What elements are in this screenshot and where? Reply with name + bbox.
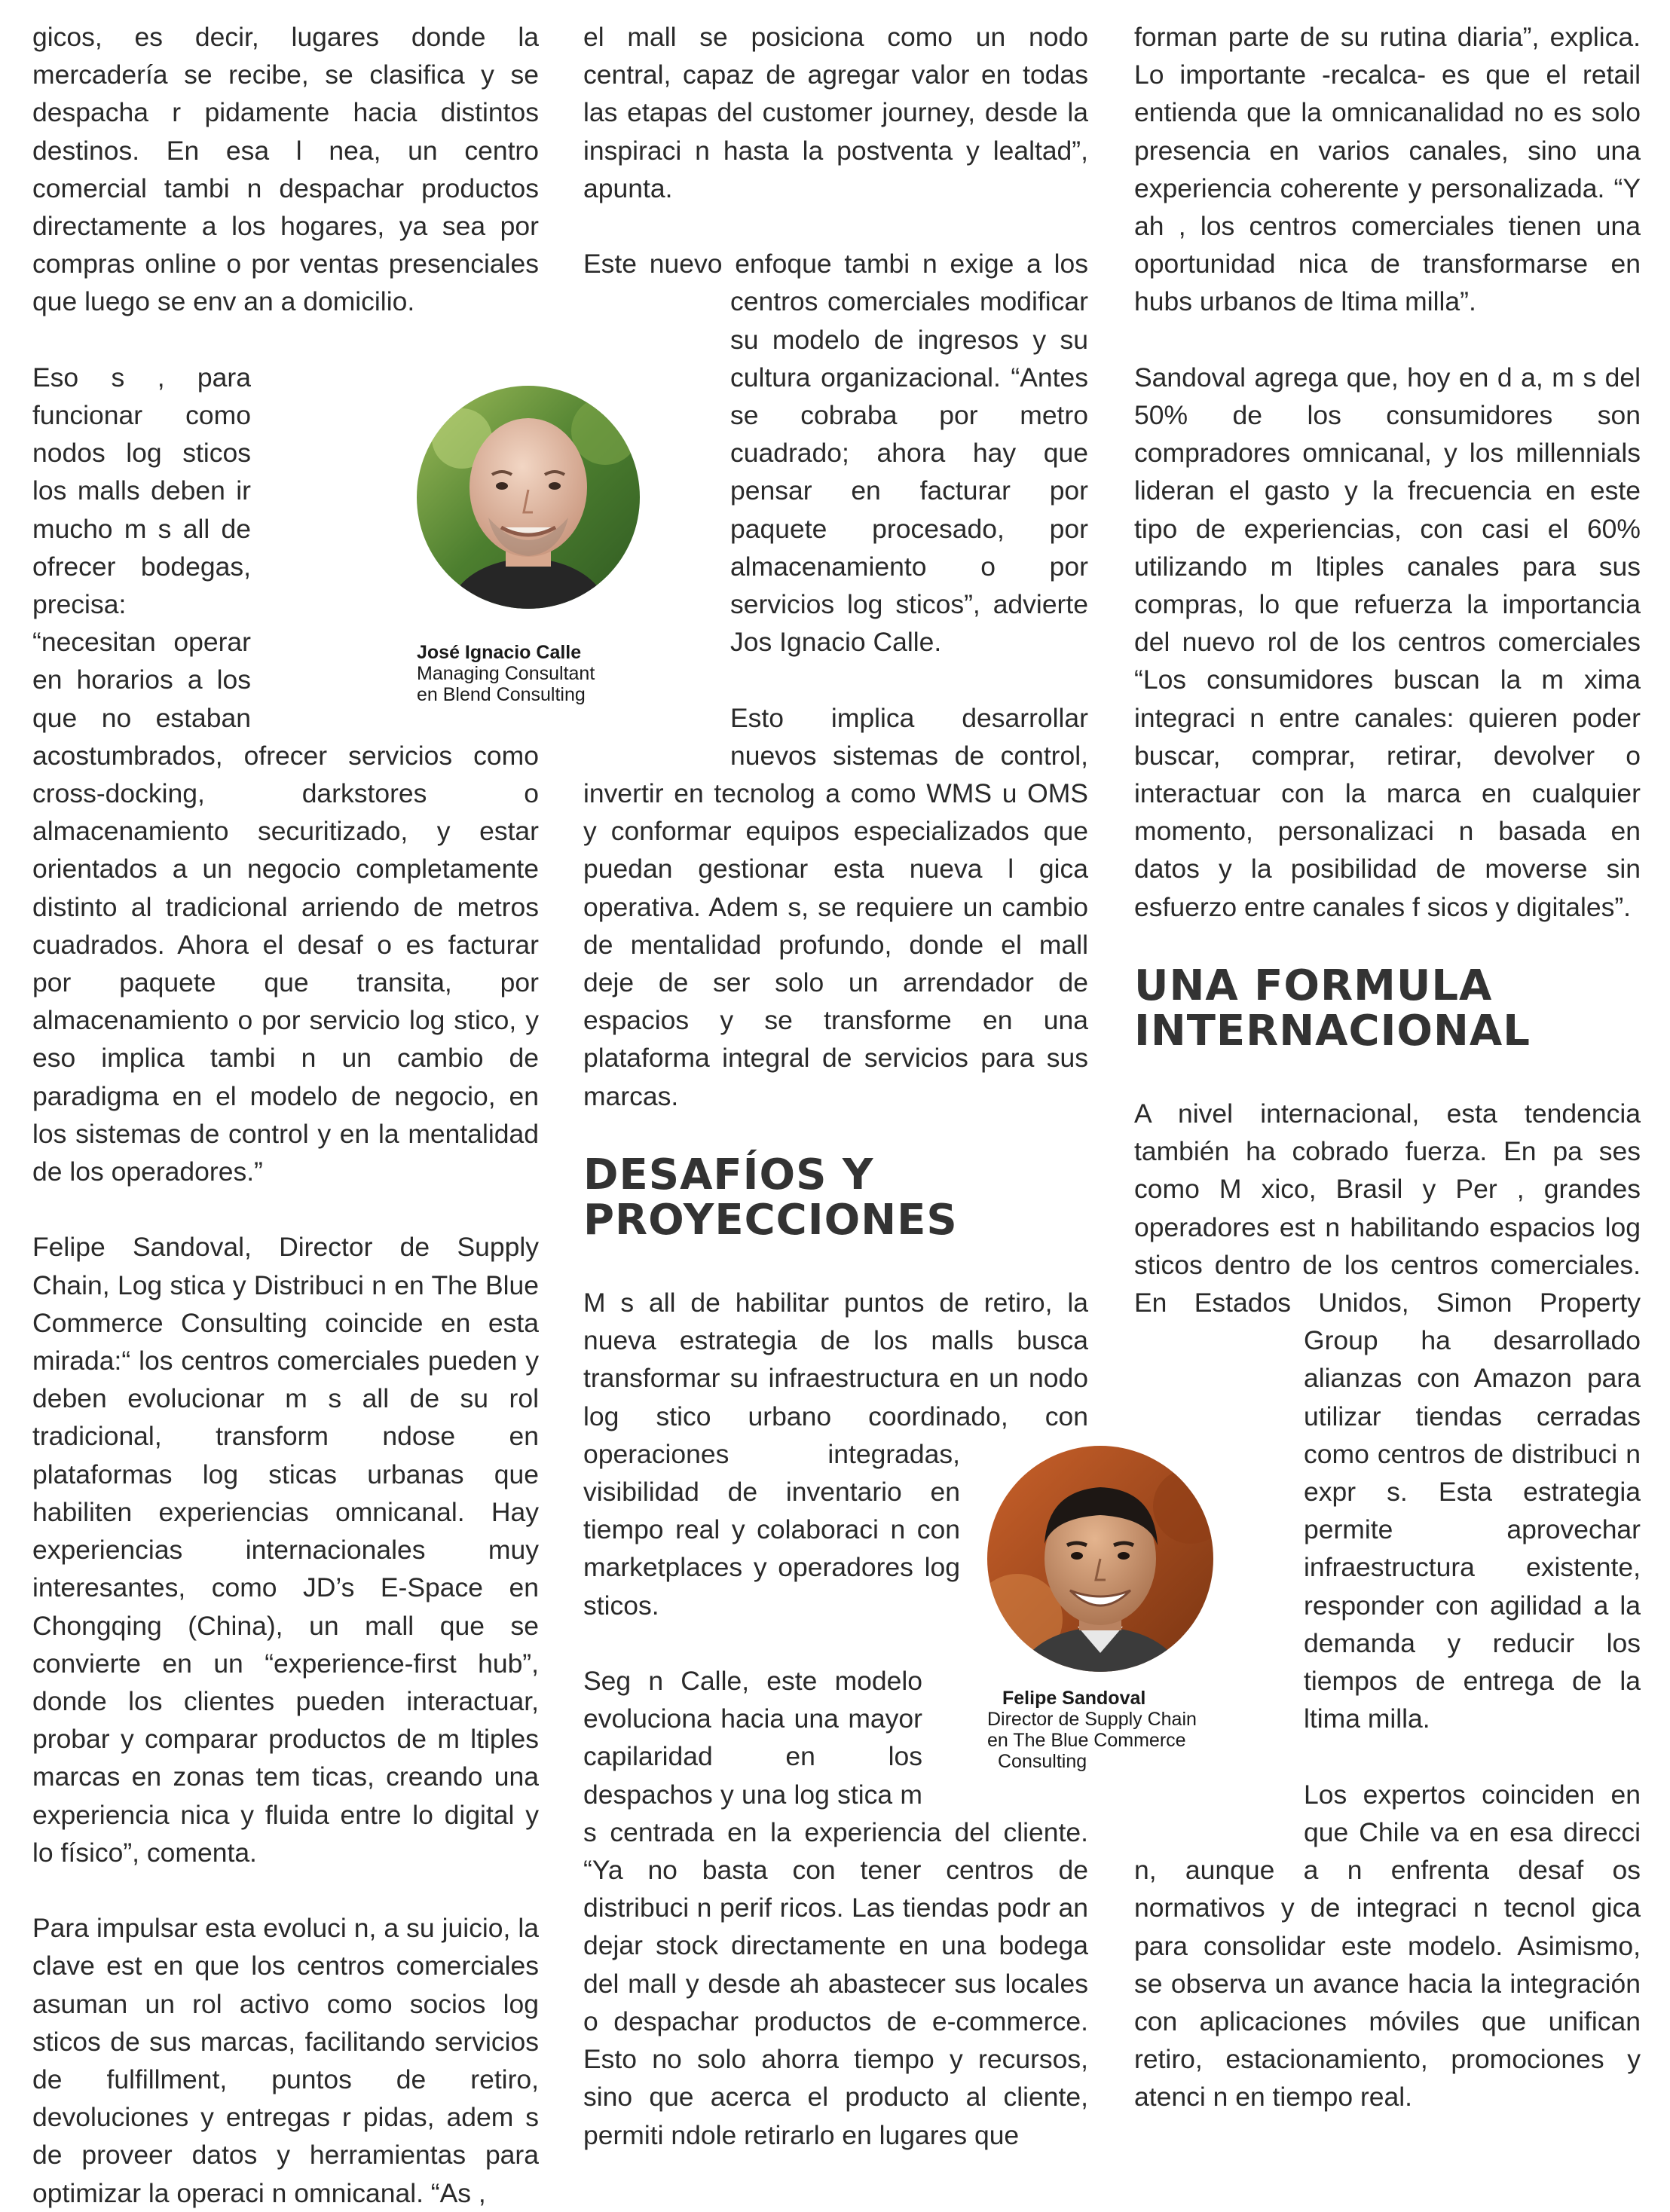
caption-role: Managing Consultant [417, 663, 595, 684]
caption-name: Felipe Sandoval [1002, 1688, 1146, 1709]
paragraph: forman parte de su rutina diaria”, explica. Lo importante -recalca- es que el retail entienda que la omnicanalidad no es solo presencia en varios canales, sino una experiencia coherente y personalizada. “Y ah , los centros comerciales tienen una oportunidad nica de transformarse en hubs urbanos de ltima milla”. [1134, 22, 1641, 317]
section-heading-desafios: DESAFÍOS Y PROYECCIONES [583, 1150, 958, 1245]
article-column-1 [32, 18, 539, 2212]
paragraph: Sandoval agrega que, hoy en d a, m s del 50% de los consumidores son compradores omnicanal, y los millennials lideran el gasto y la frecuencia en este tipo de experiencias, con casi el 60% utilizando m ltiples canales para sus compras, lo que refuerza la importancia del nuevo rol de los centros comerciales “Los consumidores buscan la m xima integraci n entre canales: quieren poder buscar, comprar, retirar, devolver o interactuar con la marca en cualquier momento, personalizaci n basada en datos y la posibilidad de moverse sin esfuerzo entre canales f sicos y digitales”. [1134, 362, 1641, 922]
paragraph: Este nuevo enfoque tambi n exige a los centros comerciales modificar su modelo de ingresos y su cultura organizacional. “Antes se cobraba por metro cuadrado; ahora hay que pensar en facturar por paquete procesado, por almacenamiento o por servicios log sticos”, advierte Jos Ignacio Calle. [583, 249, 1088, 658]
caption-name: José Ignacio Calle [417, 642, 582, 663]
paragraph: A nivel internacional, esta tendencia también ha cobrado fuerza. En pa ses como M xico, Brasil y Per , grandes operadores est n habilitando espacios log sticos dentro de los centros comerciales. En Estados Unidos, Simon Property Group ha desarrollado alianzas con Amazon para utilizar tiendas cerradas como centros de distribuci n expr s. Esta estrategia permite aprovechar infraestructura existente, responder con agilidad a la demanda y reducir los tiempos de entrega de la ltima milla. [1134, 1098, 1641, 1734]
paragraph: Felipe Sandoval, Director de Supply Chain, Log stica y Distribuci n en The Blue Commerce Consulting coincide en esta mirada:“ los centros comerciales pueden y deben evolucionar m s all de su rol tradicional, transform ndose en plataformas log sticas urbanas que habiliten experiencias omnicanal. Hay experiencias internacionales muy interesantes, como JD’s E-Space en Chongqing (China), un mall que se convierte en un “experience-first hub”, donde los clientes pueden interactuar, probar y comparar productos de m ltiples marcas en zonas tem ticas, creando una experiencia nica y fluida entre lo digital y lo físico”, comenta. [32, 1232, 539, 1868]
caption-role: en The Blue Commerce [987, 1730, 1186, 1751]
article-column-2 [583, 18, 1088, 2154]
section-heading-formula: UNA FORMULA INTERNACIONAL [1134, 961, 1531, 1056]
paragraph: Eso s , para funcionar como nodos log sticos los malls deben ir mucho m s all de ofrecer bodegas, precisa: “necesitan operar en horarios a los que no estaban acostumbrados, ofrecer servicios como cross-docking, darkstores o almacenamiento securitizado, y estar orientados a un negocio completamente distinto al tradicional arriendo de metros cuadrados. Ahora el desaf o es facturar por paquete que transita, por almacenamiento o por servicio log stico, y eso implica tambi n un cambio de paradigma en el modelo de negocio, en los sistemas de control y en la mentalidad de los operadores.” [32, 359, 539, 1190]
paragraph: gicos, es decir, lugares donde la mercadería se recibe, se clasifica y se despacha r pidamente hacia distintos destinos. En esa l nea, un centro comercial tambi n despachar productos directamente a los hogares, ya sea por compras online o por ventas presenciales que luego se env an a domicilio. [32, 22, 539, 317]
caption-jose-ignacio-calle [417, 642, 643, 705]
paragraph: Seg n Calle, este modelo evoluciona hacia una mayor capilaridad en los despachos y una log stica m s centrada en la experiencia del cliente. “Ya no basta con tener centros de distribuci n perif ricos. Las tiendas podr an dejar stock directamente en una bodega del mall y desde ah abastecer sus locales o despachar productos de e-commerce. Esto no solo ahorra tiempo y recursos, sino que acerca el producto al cliente, permiti ndole retirarlo en lugares que [583, 1666, 1088, 2150]
article-column-3 [1134, 18, 1641, 2116]
paragraph: el mall se posiciona como un nodo central, capaz de agregar valor en todas las etapas del customer journey, desde la inspiraci n hasta la postventa y lealtad”, apunta. [583, 22, 1088, 203]
portrait-bald-man-icon [417, 386, 640, 609]
portrait-jose-ignacio-calle [417, 386, 640, 609]
caption-role: Director de Supply Chain [987, 1709, 1197, 1730]
caption-role: en Blend Consulting [417, 684, 586, 705]
caption-felipe-sandoval [987, 1688, 1236, 1772]
paragraph: M s all de habilitar puntos de retiro, la nueva estrategia de los malls busca transformar su infraestructura en un nodo log stico urbano coordinado, con operaciones integradas, visibilidad de inventario en tiempo real y colaboraci n con marketplaces y operadores log sticos. [583, 1284, 1088, 1624]
paragraph: Los expertos coinciden en que Chile va en esa direcci n, aunque a n enfrenta desaf os normativos y de integraci n tecnol gica para consolidar este modelo. Asimismo, se observa un avance hacia la integración con aplicaciones móviles que unifican retiro, estacionamiento, promociones y atenci n en tiempo real. [1134, 1779, 1641, 2113]
caption-role: Consulting [998, 1751, 1087, 1772]
paragraph: Para impulsar esta evoluci n, a su juicio, la clave est en que los centros comerciales asuman un rol activo como socios log sticos de sus marcas, facilitando servicios de fulfillment, puntos de retiro, devoluciones y entregas r pidas, adem s de proveer datos y herramientas para optimizar la operaci n omnicanal. “As , [32, 1913, 539, 2208]
portrait-felipe-sandoval [987, 1446, 1213, 1672]
portrait-smiling-man-icon [987, 1446, 1213, 1672]
paragraph: Esto implica desarrollar nuevos sistemas de control, invertir en tecnolog a como WMS u OMS y conformar equipos especializados que puedan gestionar esta nueva l gica operativa. Adem s, se requiere un cambio de mentalidad profundo, donde el mall deje de ser solo un arrendador de espacios y se transforme en una plataforma integral de servicios para sus marcas. [583, 702, 1088, 1111]
